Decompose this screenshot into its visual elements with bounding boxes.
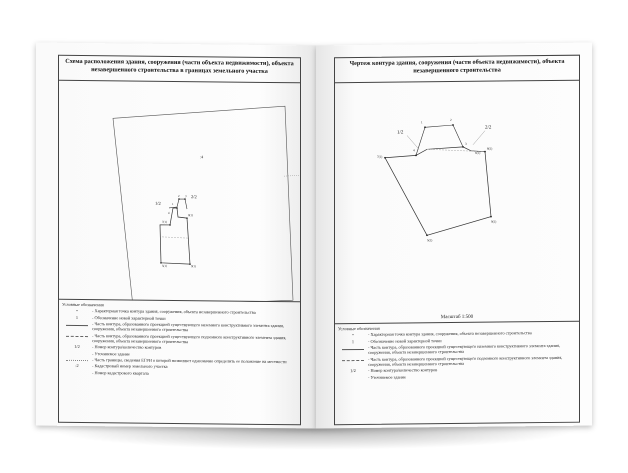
point-label-7: 7(1) [162,219,167,224]
legend-text: - Часть контура, образованного проекцией существующего наземного конструктивного элемента здания, сооружения, объекта незавершенного строительства [92,321,285,333]
left-legend [59,299,300,425]
solid-line-icon [66,324,88,325]
right-page-frame [334,55,580,426]
point-symbol-icon: • [352,332,354,338]
point-label-9: 9(1) [491,219,497,224]
land-parcel-boundary [113,104,293,302]
contour-number-symbol: 1/2 [74,344,80,350]
legend-text: - Обозначение новой характерной точки [368,337,442,344]
scale-label: Масштаб 1:500 [440,314,474,321]
left-page-frame [58,55,301,426]
right-page-title: Чертеж контура здания, сооружения (части объекта недвижимости), объекта незавершенного строительства [335,56,579,84]
parcel-number-label: :4 [200,154,204,160]
left-site-plan [59,56,300,303]
right-page [316,43,592,429]
legend-row [335,372,579,380]
point-label-4: 4 [168,210,170,215]
legend-text: - Часть контура, образованного проекцией существующего подземного конструктивного элемента здания, сооружения, объекта незавершенного строительства [92,332,287,344]
contour-number-symbol: 1/2 [350,368,356,374]
contour-label-1-2: 1/2 [397,130,404,136]
point-label-7: 7(1) [377,154,383,159]
point-label-6: 6(1) [475,150,481,155]
legend-text: - Номер кадастрового квартала [92,369,149,376]
legend-row [59,370,300,378]
building-dashed-line [162,237,188,238]
point-label-1: 1 [172,201,174,206]
building-contour [385,147,491,236]
right-legend [335,321,579,425]
legend-text: - Кадастровый номер земельного участка [92,363,168,370]
point-label-3: 3 [465,141,467,146]
building-upper-contour [416,125,463,155]
point-label-9: 9(1) [191,264,196,269]
left-page-title: Схема расположения здания, сооружения (части объекта недвижимости), объекта незавершенного строительства в границах земельного участка [59,56,300,84]
legend-text: - Часть контура, образованного проекцией существующего подземного конструктивного элемента здания, сооружения, объекта незавершенного строительства [368,354,563,367]
dotted-line-icon [66,360,88,361]
point-symbol-icon: • [76,308,78,314]
dashed-line-icon [66,336,88,337]
solid-line-icon [342,348,364,349]
legend-text: - Часть контура, образованного проекцией существующего наземного конструктивного элемента здания, сооружения, объекта незавершенного строительства [368,342,561,356]
point-number-symbol: 1 [75,314,79,320]
legend-text: - Часть границы, сведения ЕГРН о которой позволяют однозначно определить ее положение на местности [92,357,287,365]
legend-text: - Характерная точка контура здания, сооружения, объекта незавершенного строительства [92,308,256,316]
legend-text: - Уточняемое здание [92,350,130,357]
point-label-5: 5(1) [427,238,433,243]
contour-leader-1-2 [407,135,419,149]
legend-text: - Обозначение новой характерной точки [92,314,166,321]
point-label-3: 3 [185,194,187,199]
point-label-8: 8(1) [188,213,193,218]
contour-label-2-2: 2/2 [485,125,492,131]
legend-heading: Условные обозначения [338,325,380,332]
characteristic-points [384,124,492,237]
contour-label-1-2: 1/2 [155,200,161,206]
legend-text: - Номер контура/количество контуров [368,367,438,374]
contour-label-2-2: 2/2 [191,194,197,200]
legend-heading: Условные обозначения [62,301,104,308]
point-label-4: 4 [413,148,415,153]
legend-text: - Уточняемое здание [368,374,406,380]
right-building-drawing [335,56,579,325]
point-number-symbol: 1 [351,338,355,344]
point-label-2: 2 [178,194,180,199]
left-page [36,43,316,429]
dashed-line-icon [342,360,364,361]
legend-text: - Номер контура/количество контуров [92,344,162,351]
point-label-8: 8(1) [487,146,493,151]
contour-leader-2-2 [473,131,485,145]
external-boundary-dotted [284,175,300,176]
point-label-2: 2 [450,118,452,123]
cadastral-number-symbol: :2 [75,363,79,369]
point-label-1: 1 [421,120,423,125]
legend-text: - Характерная точка контура здания, сооружения, объекта незавершенного строительства [368,330,532,338]
point-label-5: 5(1) [162,263,167,268]
building-contour [160,208,190,264]
